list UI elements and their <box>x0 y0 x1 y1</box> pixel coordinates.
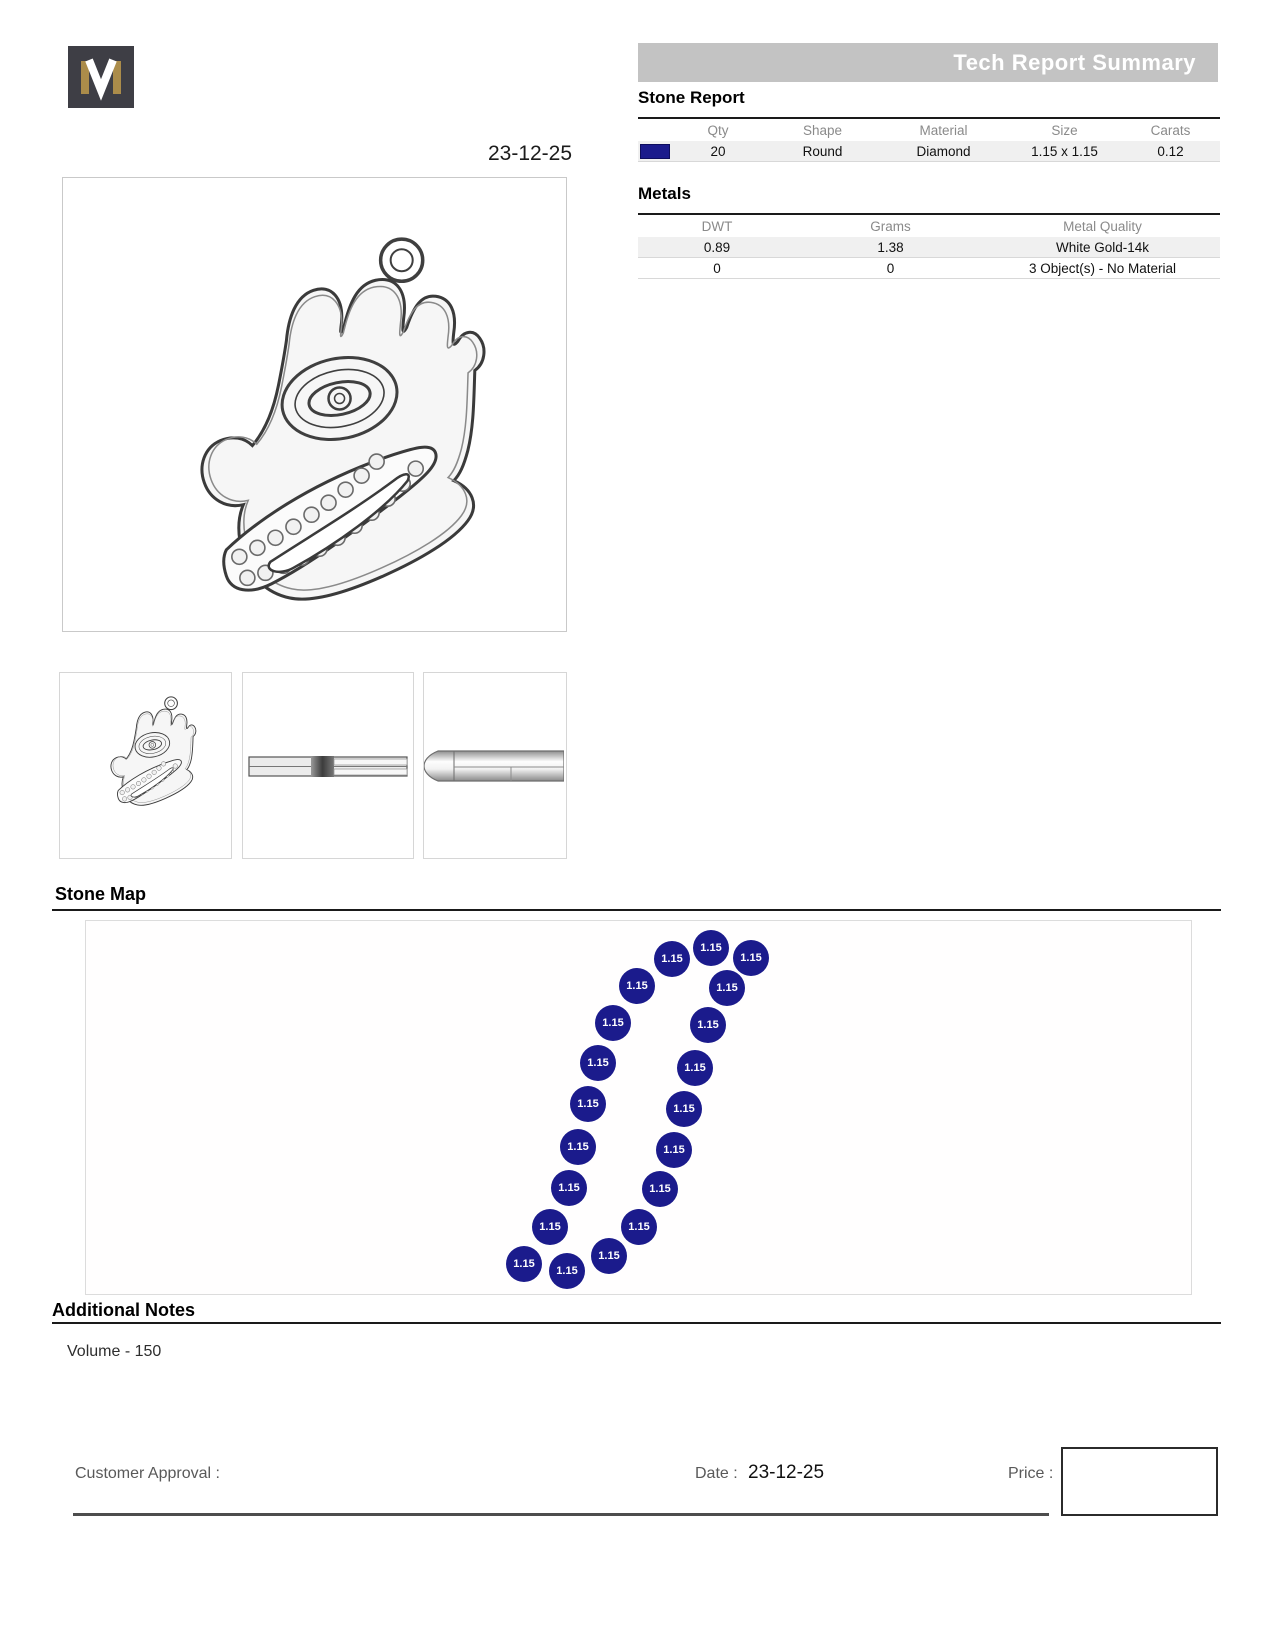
stone-map-stone: 1.15 <box>551 1170 587 1206</box>
cell-metal-quality: 3 Object(s) - No Material <box>1028 260 1177 276</box>
stone-map-stone: 1.15 <box>690 1007 726 1043</box>
metals-heading: Metals <box>638 184 691 203</box>
pendant-thumb-side-image <box>243 673 411 856</box>
col-shape: Shape <box>802 122 843 138</box>
pendant-thumb-perspective <box>423 672 567 859</box>
stone-map-stone: 1.15 <box>693 930 729 966</box>
stone-map-stone: 1.15 <box>621 1209 657 1245</box>
stone-map-stone: 1.15 <box>677 1050 713 1086</box>
hamsa-pendant-image <box>63 178 564 629</box>
stone-color-swatch <box>640 144 670 159</box>
footer-price-label: Price : <box>1008 1465 1054 1482</box>
pendant-thumb-front <box>59 672 232 859</box>
metals-row <box>638 258 1220 279</box>
additional-notes-rule <box>52 1322 1221 1324</box>
metals-row <box>638 237 1220 258</box>
cell-size: 1.15 x 1.15 <box>1031 143 1098 159</box>
stone-map-stone: 1.15 <box>560 1129 596 1165</box>
report-title-banner <box>638 43 1218 82</box>
stone-map-stone: 1.15 <box>591 1238 627 1274</box>
pendant-thumb-front-image <box>60 673 229 856</box>
stone-map-stone: 1.15 <box>654 941 690 977</box>
cell-carats: 0.12 <box>1157 143 1184 159</box>
stone-map-stone: 1.15 <box>642 1171 678 1207</box>
col-grams: Grams <box>870 218 911 234</box>
pendant-thumb-side <box>242 672 414 859</box>
stone-report-row <box>638 141 1220 162</box>
cell-material: Diamond <box>916 143 971 159</box>
footer-date-value: 23-12-25 <box>748 1462 825 1483</box>
stone-map-heading: Stone Map <box>55 884 147 904</box>
stone-map-stone: 1.15 <box>532 1209 568 1245</box>
stone-map-stone: 1.15 <box>709 970 745 1006</box>
volume-note: Volume - 150 <box>67 1343 162 1360</box>
stone-map-stone: 1.15 <box>580 1045 616 1081</box>
pendant-thumb-perspective-image <box>424 673 564 856</box>
stone-map-stone: 1.15 <box>733 940 769 976</box>
stone-report-table <box>638 117 1220 162</box>
cell-dwt: 0.89 <box>703 239 731 255</box>
stone-map-stone: 1.15 <box>595 1005 631 1041</box>
col-qty: Qty <box>707 122 729 138</box>
cell-qty: 20 <box>710 143 726 159</box>
col-material: Material <box>919 122 968 138</box>
metals-header-row <box>638 215 1220 237</box>
stone-report-header-row <box>638 119 1220 141</box>
signature-line <box>73 1513 1049 1516</box>
metals-table <box>638 213 1220 279</box>
report-title: Tech Report Summary <box>953 50 1196 75</box>
customer-approval-label: Customer Approval : <box>75 1465 220 1482</box>
render-date: 23-12-25 <box>487 142 573 165</box>
cell-grams: 0 <box>886 260 895 276</box>
stone-map-stone: 1.15 <box>549 1253 585 1289</box>
col-dwt: DWT <box>701 218 733 234</box>
stone-map-stone: 1.15 <box>506 1246 542 1282</box>
cell-dwt: 0 <box>713 260 721 276</box>
pendant-render-main <box>62 177 567 632</box>
stone-map-rule <box>52 909 1221 911</box>
brand-logo-m-icon <box>68 46 134 108</box>
stone-report-heading: Stone Report <box>638 88 745 107</box>
brand-logo <box>68 46 134 108</box>
cell-shape: Round <box>802 143 843 159</box>
cell-grams: 1.38 <box>877 239 904 255</box>
stone-map-stone: 1.15 <box>619 968 655 1004</box>
stone-map-canvas <box>85 920 1192 1295</box>
stone-map-stone: 1.15 <box>570 1086 606 1122</box>
stone-map-stone: 1.15 <box>656 1132 692 1168</box>
col-size: Size <box>1051 122 1078 138</box>
price-input-box[interactable] <box>1061 1447 1218 1516</box>
col-metal-quality: Metal Quality <box>1063 218 1142 234</box>
stone-map-stone: 1.15 <box>666 1091 702 1127</box>
footer-date-label: Date : <box>695 1465 738 1482</box>
cell-metal-quality: White Gold-14k <box>1055 239 1150 255</box>
additional-notes-heading: Additional Notes <box>52 1300 195 1320</box>
col-carats: Carats <box>1150 122 1191 138</box>
